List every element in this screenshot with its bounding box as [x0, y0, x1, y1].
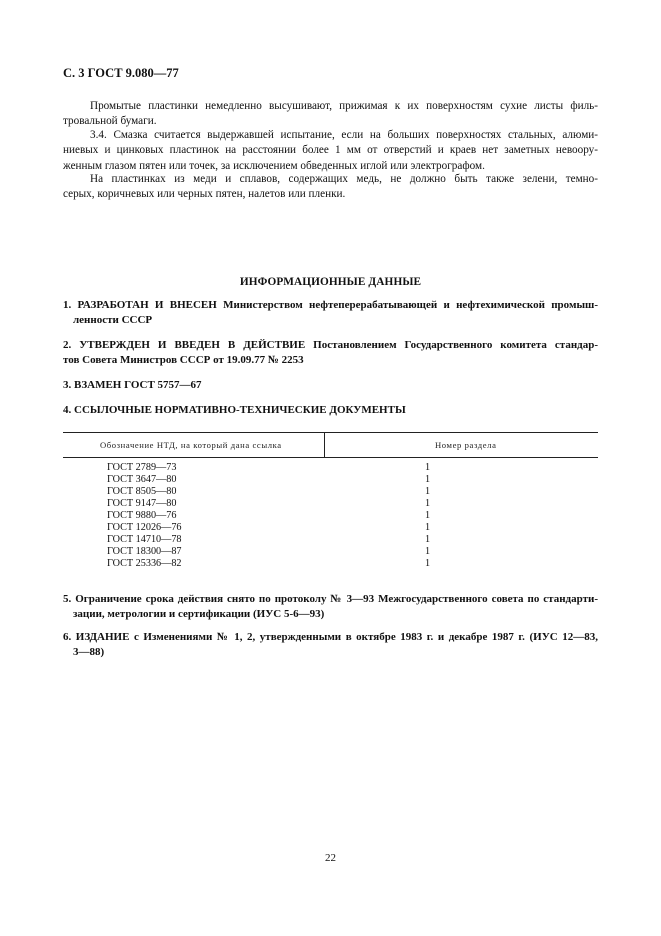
table-row [63, 546, 598, 558]
table-cell-doc: ГОСТ 9147—80 [107, 498, 177, 509]
table-header-section: Номер раздела [435, 440, 497, 450]
info-title: ИНФОРМАЦИОННЫЕ ДАННЫЕ [239, 276, 422, 288]
table-cell-section: 1 [425, 546, 431, 557]
item-text: зации, метрологии и сертификации (ИУС 5-6—93) [73, 608, 325, 620]
table-cell-doc: ГОСТ 25336—82 [107, 558, 182, 569]
info-item-3: 3. ВЗАМЕН ГОСТ 5757—67 [63, 379, 202, 391]
info-item-2 [63, 338, 598, 368]
item-lead: 1. РАЗРАБОТАН И ВНЕСЕН [63, 299, 217, 311]
item-text: тов Совета Министров СССР от 19.09.77 № 2253 [63, 354, 304, 366]
table-cell-section: 1 [425, 474, 431, 485]
table-cell-doc: ГОСТ 3647—80 [107, 474, 177, 485]
table-row [63, 474, 598, 486]
table-cell-doc: ГОСТ 18300—87 [107, 546, 182, 557]
table-row [63, 498, 598, 510]
table-cell-doc: ГОСТ 12026—76 [107, 522, 182, 533]
item-lead: 2. УТВЕРЖДЕН И ВВЕДЕН В ДЕЙСТВИЕ [63, 339, 306, 351]
paragraph-drying [63, 99, 598, 130]
table-row [63, 486, 598, 498]
text-line: ниевых и цинковых пластинок на расстоянии более 1 мм от отверстий и краев нет заметных невоору- [63, 144, 598, 157]
table-row [63, 510, 598, 522]
text-line: тровальной бумаги. [63, 115, 157, 128]
table-cell-section: 1 [425, 462, 431, 473]
table-cell-doc: ГОСТ 2789—73 [107, 462, 177, 473]
item-text: 3—88) [73, 646, 105, 658]
text-line: 3.4. Смазка считается выдержавшей испытание, если на больших поверхностях стальных, алюми- [90, 129, 598, 141]
table-row [63, 522, 598, 534]
table-cell-section: 1 [425, 522, 431, 533]
paragraph-3-4 [63, 128, 598, 174]
info-item-4: 4. ССЫЛОЧНЫЕ НОРМАТИВНО-ТЕХНИЧЕСКИЕ ДОКУМЕНТЫ [63, 404, 406, 416]
page-header: С. 3 ГОСТ 9.080—77 [63, 66, 179, 80]
page-number: 22 [325, 852, 336, 864]
table-cell-doc: ГОСТ 8505—80 [107, 486, 177, 497]
table-cell-section: 1 [425, 534, 431, 545]
paragraph-copper [63, 172, 598, 203]
table-header-rule [63, 457, 598, 458]
table-cell-doc: ГОСТ 14710—78 [107, 534, 182, 545]
table-row [63, 462, 598, 474]
item-text: 6. ИЗДАНИЕ с Изменениями № 1, 2, утвержденными в октябре 1983 г. и декабре 1987 г. (ИУС 12—83, [63, 631, 598, 643]
item-text: Постановлением Государственного комитета стандар- [305, 339, 598, 351]
info-item-1 [63, 298, 598, 328]
text-line: Промытые пластинки немедленно высушивают, прижимая к их поверхностям сухие листы филь- [90, 100, 598, 112]
text-line: серых, коричневых или черных пятен, налетов или пленки. [63, 188, 346, 201]
text-line: На пластинках из меди и сплавов, содержащих медь, не должно быть также зелени, темно- [90, 173, 598, 185]
table-row [63, 558, 598, 570]
item-text: Министерством нефтеперерабатывающей и нефтехимической промыш- [216, 299, 598, 311]
table-column-divider [324, 432, 325, 457]
table-cell-doc: ГОСТ 9880—76 [107, 510, 177, 521]
info-item-6 [63, 630, 598, 660]
text-line: женным глазом пятен или точек, за исключением обведенных иглой или электрографом. [63, 159, 485, 172]
item-text: 5. Ограничение срока действия снято по протоколу № 3—93 Межгосударственного совета по стандарти- [63, 593, 598, 605]
table-cell-section: 1 [425, 510, 431, 521]
table-header-doc: Обозначение НТД, на который дана ссылка [100, 440, 282, 450]
table-cell-section: 1 [425, 558, 431, 569]
table-top-rule [63, 432, 598, 433]
table-row [63, 534, 598, 546]
table-cell-section: 1 [425, 486, 431, 497]
item-text: ленности СССР [73, 314, 153, 326]
info-item-5 [63, 592, 598, 622]
table-cell-section: 1 [425, 498, 431, 509]
